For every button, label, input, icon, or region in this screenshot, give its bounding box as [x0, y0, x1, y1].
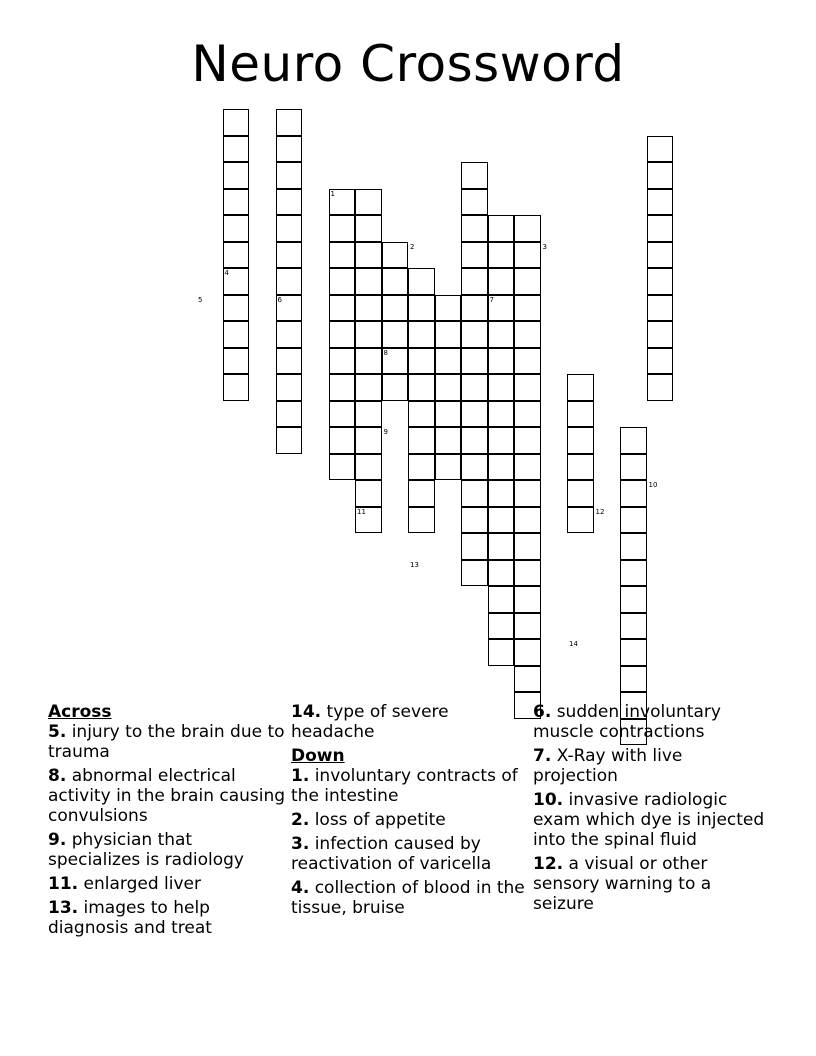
clue-number: 12.	[533, 854, 564, 874]
clue-text: physician that specializes is radiology	[48, 830, 244, 870]
grid-cell[interactable]	[488, 454, 515, 481]
clue-number-label: 8	[383, 348, 388, 357]
grid-cell[interactable]	[355, 401, 382, 428]
across-clue-list-continued	[291, 702, 529, 742]
clue-number: 8.	[48, 766, 67, 786]
clue-number-label: 12	[595, 507, 605, 516]
grid-cell[interactable]	[461, 507, 488, 534]
grid-cell[interactable]	[620, 639, 647, 666]
grid-cell[interactable]	[223, 242, 250, 269]
grid-cell[interactable]	[223, 374, 250, 401]
clue-text: loss of appetite	[309, 810, 446, 830]
clue-number-label: 7	[489, 295, 494, 304]
grid-cell[interactable]	[276, 109, 303, 136]
clue-text: type of severe headache	[291, 702, 449, 742]
clue-item	[533, 854, 771, 914]
down-clue-list-continued	[533, 702, 771, 914]
grid-cell[interactable]	[647, 321, 674, 348]
clue-number-label: 9	[383, 428, 388, 436]
clue-number: 4.	[291, 878, 310, 898]
grid-cell[interactable]	[408, 348, 435, 375]
grid-cell[interactable]	[488, 427, 515, 454]
grid-cell[interactable]	[620, 560, 647, 587]
down-clue-list	[291, 766, 529, 918]
grid-cell[interactable]	[223, 321, 250, 348]
grid-cell[interactable]	[514, 427, 541, 454]
grid-cell[interactable]	[647, 295, 674, 322]
clue-text: injury to the brain due to trauma	[48, 722, 285, 762]
clue-text: collection of blood in the tissue, bruise	[291, 878, 525, 918]
grid-cell[interactable]	[488, 507, 515, 534]
grid-cell[interactable]	[461, 427, 488, 454]
grid-cell[interactable]	[435, 401, 462, 428]
grid-cell[interactable]	[567, 454, 594, 481]
grid-cell[interactable]	[329, 454, 356, 481]
grid-cell[interactable]	[355, 348, 382, 375]
grid-cell[interactable]	[461, 374, 488, 401]
grid-cell[interactable]	[276, 189, 303, 216]
grid-cell[interactable]	[514, 242, 541, 269]
grid-cell[interactable]	[647, 348, 674, 375]
clue-text: sudden involuntary muscle contractions	[533, 702, 721, 742]
grid-cell[interactable]	[514, 454, 541, 481]
grid-cell[interactable]	[329, 295, 356, 322]
grid-cell[interactable]	[488, 560, 515, 587]
grid-cell[interactable]	[382, 295, 409, 322]
clue-text: abnormal electrical activity in the brain causing convulsions	[48, 766, 286, 826]
grid-cell[interactable]	[461, 560, 488, 587]
grid-cell[interactable]	[461, 268, 488, 295]
clue-text: X-Ray with live projection	[533, 746, 683, 786]
grid-cell[interactable]	[488, 613, 515, 640]
grid-cell[interactable]	[514, 560, 541, 587]
grid-cell[interactable]	[514, 215, 541, 242]
grid-cell[interactable]	[620, 533, 647, 560]
clue-number: 6.	[533, 702, 552, 722]
clue-number-label: 1	[330, 189, 335, 198]
grid-cell[interactable]	[461, 321, 488, 348]
clue-item	[48, 722, 286, 762]
clue-item	[48, 874, 286, 894]
clue-number-label: 3	[542, 242, 547, 251]
grid-cell[interactable]	[488, 639, 515, 666]
grid-cell[interactable]	[329, 401, 356, 428]
grid-cell[interactable]	[620, 480, 647, 507]
grid-cell[interactable]	[408, 427, 435, 454]
grid-cell[interactable]	[329, 321, 356, 348]
grid-cell[interactable]	[408, 507, 435, 534]
grid-cell[interactable]	[647, 136, 674, 163]
grid-cell[interactable]	[355, 480, 382, 507]
clue-item	[533, 790, 771, 850]
grid-cell[interactable]	[514, 401, 541, 428]
clue-number: 11.	[48, 874, 79, 894]
grid-cell[interactable]	[408, 480, 435, 507]
down-heading: Down	[291, 746, 345, 766]
clues-column-3	[533, 702, 771, 918]
clue-number: 10.	[533, 790, 564, 810]
grid-cell[interactable]	[488, 586, 515, 613]
clue-text: enlarged liver	[78, 874, 201, 894]
grid-cell[interactable]	[276, 374, 303, 401]
grid-cell[interactable]	[435, 321, 462, 348]
grid-cell[interactable]	[514, 666, 541, 693]
clue-number: 9.	[48, 830, 67, 850]
clue-number-label: 6	[277, 295, 282, 304]
clue-number-label: 2	[410, 242, 415, 251]
grid-cell[interactable]	[355, 321, 382, 348]
grid-cell[interactable]	[514, 321, 541, 348]
grid-cell[interactable]	[514, 639, 541, 666]
grid-cell[interactable]	[488, 374, 515, 401]
clue-item	[291, 766, 529, 806]
clue-number: 14.	[291, 702, 322, 722]
grid-cell[interactable]	[620, 454, 647, 481]
grid-cell[interactable]	[276, 348, 303, 375]
grid-cell[interactable]	[461, 162, 488, 189]
grid-cell[interactable]	[355, 295, 382, 322]
grid-cell[interactable]	[355, 242, 382, 269]
grid-cell[interactable]	[514, 586, 541, 613]
grid-cell[interactable]	[382, 374, 409, 401]
grid-cell[interactable]	[329, 348, 356, 375]
clue-number-label: 14	[569, 640, 578, 648]
grid-cell[interactable]	[355, 189, 382, 216]
grid-cell[interactable]	[461, 401, 488, 428]
grid-cell[interactable]	[223, 109, 250, 136]
clue-number-label: 13	[410, 560, 419, 569]
grid-cell[interactable]	[382, 321, 409, 348]
grid-cell[interactable]	[461, 215, 488, 242]
grid-cell[interactable]	[382, 242, 409, 269]
clue-number: 1.	[291, 766, 310, 786]
grid-cell[interactable]	[329, 242, 356, 269]
grid-cell[interactable]	[435, 348, 462, 375]
grid-cell[interactable]	[276, 268, 303, 295]
clues-column-2	[291, 702, 529, 922]
clue-number-label: 10	[648, 481, 658, 489]
grid-cell[interactable]	[514, 374, 541, 401]
grid-cell[interactable]	[276, 427, 303, 454]
grid-cell[interactable]	[488, 533, 515, 560]
clue-item	[533, 702, 771, 742]
clue-item	[48, 766, 286, 826]
clue-number-label: 4	[224, 269, 229, 277]
clue-number: 13.	[48, 898, 79, 918]
grid-cell[interactable]	[488, 268, 515, 295]
grid-cell[interactable]	[223, 215, 250, 242]
grid-cell[interactable]	[567, 507, 594, 534]
grid-cell[interactable]	[223, 189, 250, 216]
puzzle-title: Neuro Crossword	[191, 35, 625, 93]
grid-cell[interactable]	[620, 507, 647, 534]
grid-cell[interactable]	[567, 374, 594, 401]
grid-cell[interactable]	[514, 507, 541, 534]
grid-cell[interactable]	[488, 401, 515, 428]
grid-cell[interactable]	[488, 321, 515, 348]
grid-cell[interactable]	[408, 295, 435, 322]
grid-cell[interactable]	[355, 454, 382, 481]
grid-cell[interactable]	[329, 215, 356, 242]
grid-cell[interactable]	[355, 427, 382, 454]
clue-text: invasive radiologic exam which dye is injected into the spinal fluid	[533, 790, 765, 850]
grid-cell[interactable]	[408, 401, 435, 428]
grid-cell[interactable]	[329, 268, 356, 295]
grid-cell[interactable]	[514, 295, 541, 322]
grid-cell[interactable]	[435, 427, 462, 454]
grid-cell[interactable]	[488, 215, 515, 242]
clue-number: 2.	[291, 810, 310, 830]
grid-cell[interactable]	[223, 136, 250, 163]
grid-cell[interactable]	[514, 348, 541, 375]
grid-cell[interactable]	[514, 480, 541, 507]
grid-cell[interactable]	[461, 348, 488, 375]
clue-item	[48, 898, 286, 938]
grid-cell[interactable]	[567, 401, 594, 428]
grid-cell[interactable]	[488, 242, 515, 269]
grid-cell[interactable]	[461, 454, 488, 481]
across-heading: Across	[48, 702, 112, 722]
clue-item	[533, 746, 771, 786]
clue-text: a visual or other sensory warning to a seizure	[533, 854, 712, 914]
grid-cell[interactable]	[223, 348, 250, 375]
grid-cell[interactable]	[488, 348, 515, 375]
grid-cell[interactable]	[461, 189, 488, 216]
grid-cell[interactable]	[355, 215, 382, 242]
grid-cell[interactable]	[355, 374, 382, 401]
grid-cell[interactable]	[355, 268, 382, 295]
clue-item	[291, 810, 529, 830]
clue-text: involuntary contracts of the intestine	[291, 766, 518, 806]
grid-cell[interactable]	[276, 215, 303, 242]
grid-cell[interactable]	[567, 427, 594, 454]
grid-cell[interactable]	[647, 374, 674, 401]
grid-cell[interactable]	[276, 242, 303, 269]
grid-cell[interactable]	[620, 613, 647, 640]
grid-cell[interactable]	[647, 268, 674, 295]
clue-number-label: 5	[198, 295, 203, 304]
grid-cell[interactable]	[276, 401, 303, 428]
clue-number: 3.	[291, 834, 310, 854]
grid-cell[interactable]	[514, 613, 541, 640]
clue-item	[291, 702, 529, 742]
grid-cell[interactable]	[223, 295, 250, 322]
grid-cell[interactable]	[435, 454, 462, 481]
grid-cell[interactable]	[435, 374, 462, 401]
grid-cell[interactable]	[647, 215, 674, 242]
clue-item	[291, 878, 529, 918]
grid-cell[interactable]	[276, 136, 303, 163]
grid-cell[interactable]	[461, 295, 488, 322]
grid-cell[interactable]	[329, 374, 356, 401]
grid-cell[interactable]	[514, 533, 541, 560]
grid-cell[interactable]	[276, 321, 303, 348]
grid-cell[interactable]	[408, 374, 435, 401]
grid-cell[interactable]	[461, 480, 488, 507]
grid-cell[interactable]	[435, 295, 462, 322]
clue-text: infection caused by reactivation of varicella	[291, 834, 492, 874]
grid-cell[interactable]	[620, 666, 647, 693]
grid-cell[interactable]	[567, 480, 594, 507]
grid-cell[interactable]	[276, 162, 303, 189]
grid-cell[interactable]	[408, 268, 435, 295]
grid-cell[interactable]	[461, 242, 488, 269]
clue-number-label: 11	[357, 507, 366, 516]
grid-cell[interactable]	[408, 454, 435, 481]
grid-cell[interactable]	[647, 242, 674, 269]
grid-cell[interactable]	[461, 533, 488, 560]
grid-cell[interactable]	[408, 321, 435, 348]
grid-cell[interactable]	[620, 427, 647, 454]
clue-number: 5.	[48, 722, 67, 742]
grid-cell[interactable]	[382, 268, 409, 295]
clue-number: 7.	[533, 746, 552, 766]
grid-cell[interactable]	[329, 427, 356, 454]
grid-cell[interactable]	[620, 586, 647, 613]
across-clue-list	[48, 722, 286, 938]
clue-text: images to help diagnosis and treat	[48, 898, 212, 938]
grid-cell[interactable]	[514, 268, 541, 295]
clue-item	[48, 830, 286, 870]
grid-cell[interactable]	[647, 162, 674, 189]
grid-cell[interactable]	[647, 189, 674, 216]
grid-cell[interactable]	[488, 480, 515, 507]
clues-column-1	[48, 702, 286, 942]
clue-item	[291, 834, 529, 874]
grid-cell[interactable]	[223, 162, 250, 189]
